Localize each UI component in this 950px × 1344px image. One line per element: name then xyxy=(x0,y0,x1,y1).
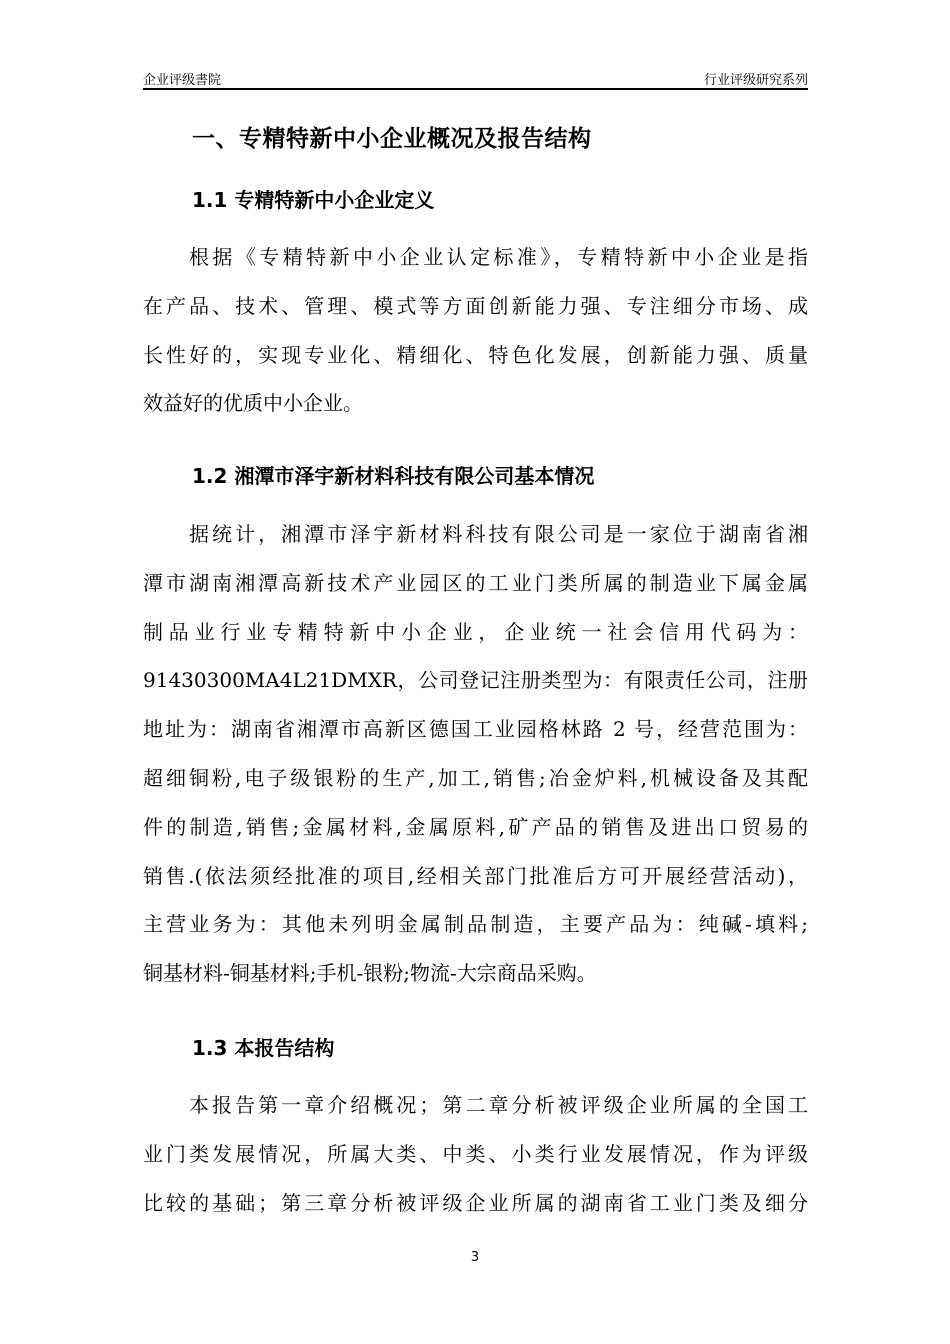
paragraph-line: 在产品、技术、管理、模式等方面创新能力强、专注细分市场、成 xyxy=(143,293,808,318)
paragraph-line: 比较的基础；第三章分析被评级企业所属的湖南省工业门类及细分 xyxy=(143,1190,808,1215)
paragraph-line: 制品业行业专精特新中小企业，企业统一社会信用代码为： xyxy=(143,619,808,644)
section-1-2-paragraph xyxy=(143,517,808,1005)
section-title-1-1: 1.1 专精特新中小企业定义 xyxy=(192,188,435,212)
chapter-title: 一、专精特新中小企业概况及报告结构 xyxy=(192,126,592,152)
paragraph-line: 地址为：湖南省湘潭市高新区德国工业园格林路 2 号，经营范围为： xyxy=(143,717,808,742)
paragraph-line: 据统计，湘潭市泽宇新材料科技有限公司是一家位于湖南省湘 xyxy=(189,522,808,546)
paragraph-line: 超细铜粉,电子级银粉的生产,加工,销售;冶金炉料,机械设备及其配 xyxy=(143,765,808,790)
paragraph-line: 效益好的优质中小企业。 xyxy=(143,391,363,416)
section-1-1-paragraph xyxy=(143,240,808,435)
paragraph-line: 潭市湖南湘潭高新技术产业园区的工业门类所属的制造业下属金属 xyxy=(143,570,808,595)
page-number: 3 xyxy=(470,1250,480,1265)
paragraph-line: 根据《专精特新中小企业认定标准》，专精特新中小企业是指 xyxy=(189,245,808,269)
section-title-1-3: 1.3 本报告结构 xyxy=(192,1036,335,1060)
page-header xyxy=(143,66,808,90)
section-1-3-paragraph xyxy=(143,1088,808,1234)
paragraph-line: 长性好的，实现专业化、精细化、特色化发展，创新能力强、质量 xyxy=(143,342,808,367)
paragraph-line: 91430300MA4L21DMXR，公司登记注册类型为：有限责任公司，注册 xyxy=(143,668,808,693)
paragraph-line: 销售.(依法须经批准的项目,经相关部门批准后方可开展经营活动)， xyxy=(143,863,808,888)
section-title-1-2: 1.2 湘潭市泽宇新材料科技有限公司基本情况 xyxy=(192,464,595,488)
paragraph-line: 件的制造,销售;金属材料,金属原料,矿产品的销售及进出口贸易的 xyxy=(143,814,808,839)
paragraph-line: 本报告第一章介绍概况；第二章分析被评级企业所属的全国工 xyxy=(189,1093,808,1117)
header-publisher: 企业评级書院 xyxy=(143,73,222,88)
header-series: 行业评级研究系列 xyxy=(703,73,808,88)
paragraph-line: 铜基材料-铜基材料;手机-银粉;物流-大宗商品采购。 xyxy=(143,961,597,986)
paragraph-line: 业门类发展情况，所属大类、中类、小类行业发展情况，作为评级 xyxy=(143,1141,808,1166)
paragraph-line: 主营业务为：其他未列明金属制品制造，主要产品为：纯碱-填料; xyxy=(143,912,808,937)
